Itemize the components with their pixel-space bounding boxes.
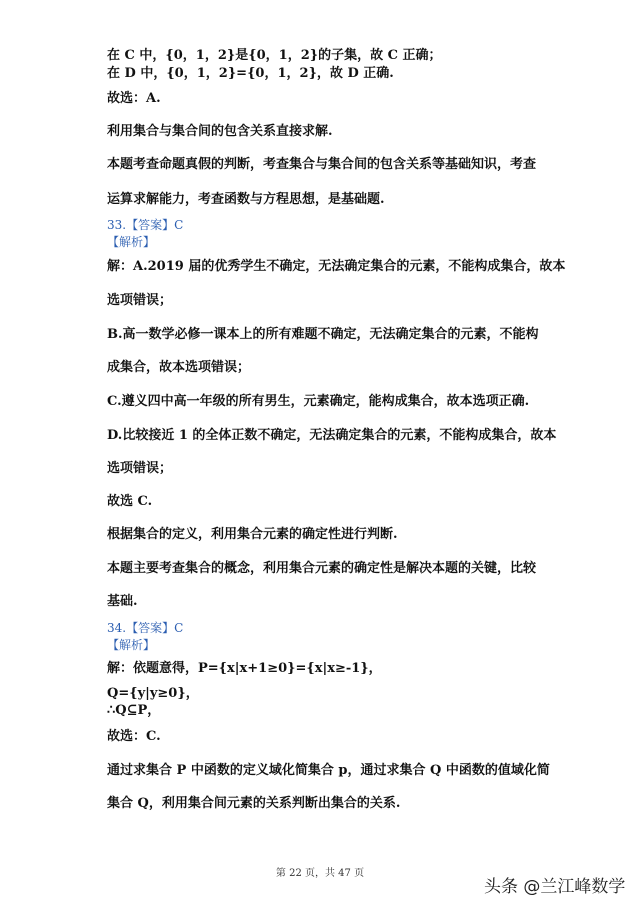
text-line: 选项错误； <box>107 293 173 308</box>
text-line: 本题考查命题真假的判断，考查集合与集合间的包含关系等基础知识，考查 <box>107 157 537 172</box>
text-line: C.遵义四中高一年级的所有男生，元素确定，能构成集合，故本选项正确. <box>107 394 530 409</box>
watermark: 头条 @兰江峰数学 <box>484 877 626 897</box>
analysis-heading: 【解析】 <box>107 638 156 652</box>
text-line: 根据集合的定义，利用集合元素的确定性进行判断. <box>107 527 398 542</box>
text-line: 在 C 中，{0，1，2}是{0，1，2}的子集，故 C 正确； <box>107 48 442 63</box>
text-line: 集合 Q，利用集合间元素的关系判断出集合的关系. <box>107 796 401 811</box>
text-line: 故选：C. <box>107 729 161 744</box>
text-line: 选项错误； <box>107 461 173 476</box>
text-line: 解：依题意得，P={x|x+1≥0}={x|x≥-1}， <box>107 661 382 676</box>
answer-heading: 33.【答案】C <box>107 218 184 232</box>
text-line: 故选：A. <box>107 91 161 106</box>
text-line: Q={y|y≥0}， <box>107 686 199 701</box>
text-line: 解：A.2019 届的优秀学生不确定，无法确定集合的元素，不能构成集合，故本 <box>107 259 566 274</box>
answer-heading: 34.【答案】C <box>107 621 184 635</box>
text-line: 本题主要考查集合的概念，利用集合元素的确定性是解决本题的关键，比较 <box>107 561 537 576</box>
text-line: 通过求集合 P 中函数的定义域化简集合 p，通过求集合 Q 中函数的值域化简 <box>107 763 550 778</box>
text-line: 运算求解能力，考查函数与方程思想，是基础题. <box>107 192 385 207</box>
text-line: 利用集合与集合间的包含关系直接求解. <box>107 124 333 139</box>
page-number-footer: 第 22 页，共 47 页 <box>275 868 365 879</box>
text-line: 在 D 中，{0，1，2}={0，1，2}，故 D 正确. <box>107 66 394 81</box>
text-line: 成集合，故本选项错误； <box>107 360 251 375</box>
text-line: 基础. <box>107 594 138 609</box>
text-line: B.高一数学必修一课本上的所有难题不确定，无法确定集合的元素，不能构 <box>107 327 539 342</box>
text-line: D.比较接近 1 的全体正数不确定，无法确定集合的元素，不能构成集合，故本 <box>107 428 557 443</box>
text-line: 故选 C. <box>107 494 153 509</box>
analysis-heading: 【解析】 <box>107 235 156 249</box>
text-line: ∴Q⊆P， <box>107 703 161 718</box>
